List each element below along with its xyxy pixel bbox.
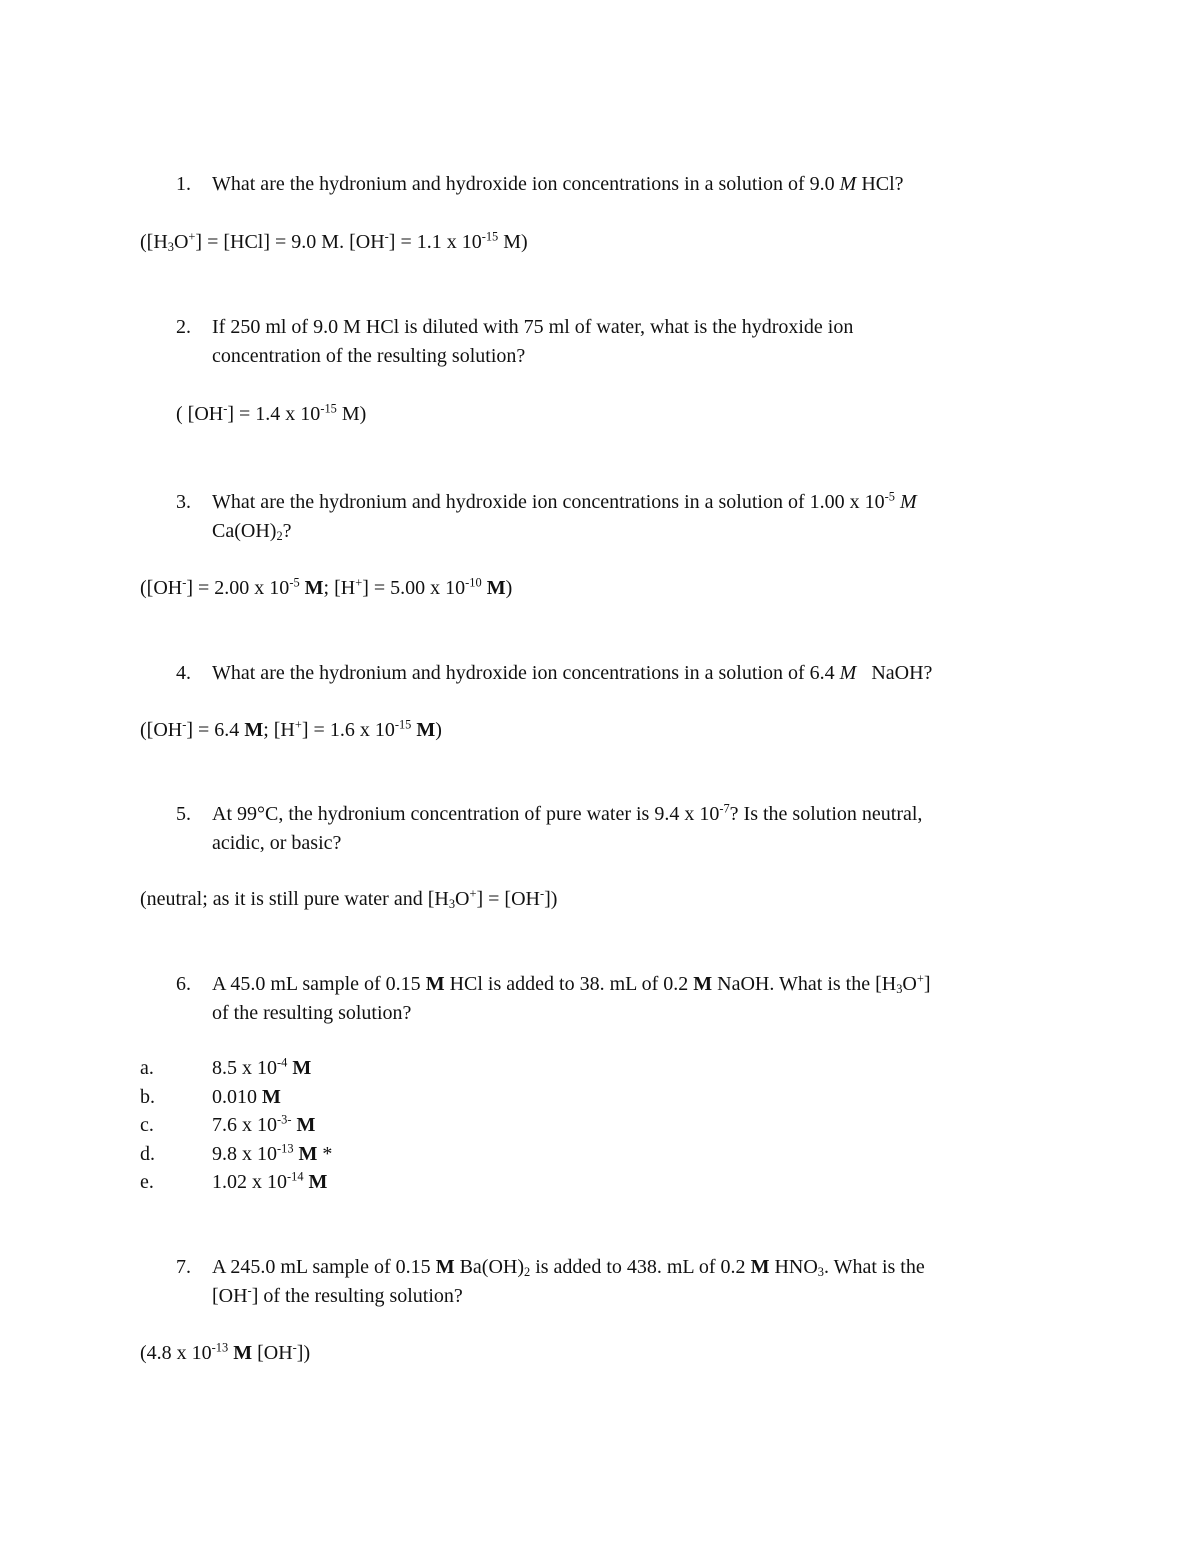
question-1-number: 1.	[176, 173, 191, 195]
question-5-line-2: acidic, or basic?	[212, 832, 342, 854]
choice-letter: a.	[140, 1057, 154, 1079]
answer-3: ([OH-] = 2.00 x $10^{-5}$ M; [H+] = 5.00 x $10^{-10}$ M)	[140, 575, 513, 599]
question-4-text: What are the hydronium and hydroxide ion concentrations in a solution of 6.4 M NaOH?	[212, 662, 933, 684]
choice-value: 0.010 M	[212, 1085, 281, 1108]
question-3-line-1: What are the hydronium and hydroxide ion concentrations in a solution of 1.00 x $10^{-5}$ M	[212, 489, 917, 513]
answer-2: ( [OH-] = 1.4 x $10^{-15}$ M)	[176, 401, 367, 425]
question-5-line-1: At 99°C, the hydronium concentration of pure water is 9.4 x $10^{-7}$? Is the solution neutral,	[212, 801, 923, 825]
question-2-line-2: concentration of the resulting solution?	[212, 345, 526, 367]
question-4-number: 4.	[176, 662, 191, 684]
question-7-line-2: [OH-] of the resulting solution?	[212, 1283, 463, 1307]
answer-7: (4.8 x $10^{-13}$ M [OH-])	[140, 1340, 311, 1364]
question-2-number: 2.	[176, 316, 191, 338]
question-6-line-1: A 45.0 mL sample of 0.15 M HCl is added to 38. mL of 0.2 M NaOH. What is the $[H_3O^+]$	[212, 971, 931, 997]
question-2-line-1: If 250 ml of 9.0 M HCl is diluted with 75 ml of water, what is the hydroxide ion	[212, 316, 854, 338]
choice-letter: e.	[140, 1171, 154, 1193]
choice-value: 7.6 x $10^{-3-}$ M	[212, 1112, 316, 1136]
question-5-number: 5.	[176, 803, 191, 825]
answer-1: ($[H_3O^+] = [HCl] = 9.0$ M. [OH-] = 1.1 x $10^{-15}$ M)	[140, 229, 528, 255]
question-3-line-2: $Ca(OH)_2$?	[212, 520, 292, 544]
question-7-line-1: A 245.0 mL sample of 0.15 M $Ba(OH)_2$ is added to 438. mL of 0.2 M $HNO_3$. What is the	[212, 1256, 925, 1280]
question-7-number: 7.	[176, 1256, 191, 1278]
question-3-number: 3.	[176, 491, 191, 513]
choice-letter: c.	[140, 1114, 154, 1136]
question-6-line-2: of the resulting solution?	[212, 1002, 412, 1024]
choice-letter: d.	[140, 1142, 155, 1165]
choice-letter: b.	[140, 1085, 155, 1108]
answer-4: ([OH-] = 6.4 M; [H+] = 1.6 x $10^{-15}$ M)	[140, 717, 442, 741]
choice-value: 1.02 x $10^{-14}$ M	[212, 1169, 328, 1193]
choice-value: 8.5 x $10^{-4}$ M	[212, 1055, 312, 1079]
question-6-number: 6.	[176, 973, 191, 995]
question-1-text: What are the hydronium and hydroxide ion concentrations in a solution of 9.0 M HCl?	[212, 173, 904, 195]
choice-value: 9.8 x $10^{-13}$ M *	[212, 1141, 333, 1165]
answer-5: (neutral; as it is still pure water and $[H_3O^+] = [OH^-]$)	[140, 886, 558, 912]
